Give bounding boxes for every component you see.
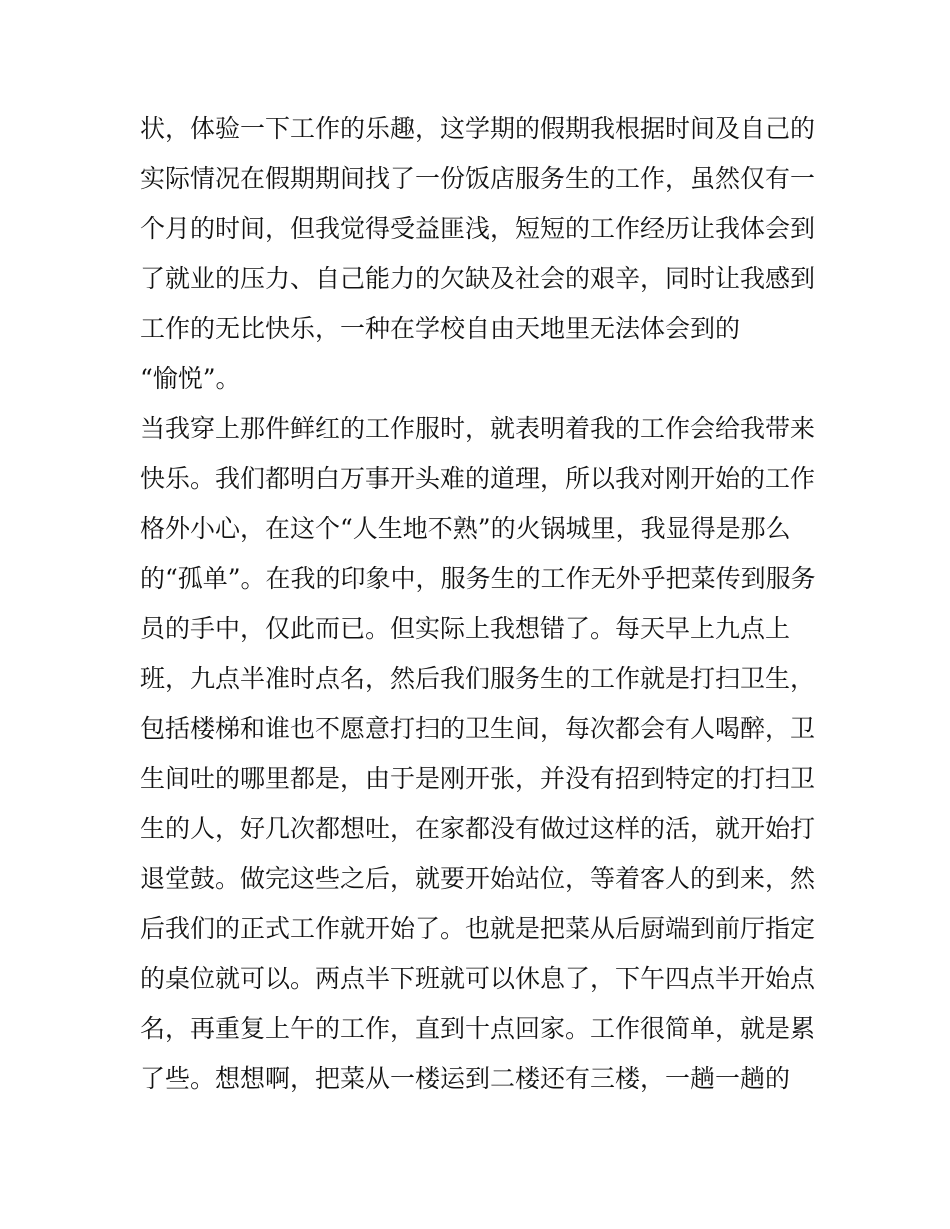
text-line-10: 的“孤单”。在我的印象中，服务生的工作无外乎把菜传到服务	[140, 564, 816, 593]
text-line-9: 格外小心，在这个“人生地不熟”的火锅城里，我显得是那么	[140, 514, 791, 543]
body-text	[140, 104, 820, 1104]
text-line-11: 员的手中，仅此而已。但实际上我想错了。每天早上九点上	[140, 614, 791, 643]
text-line-20: 了些。想想啊，把菜从一楼运到二楼还有三楼，一趟一趟的	[140, 1064, 791, 1093]
text-line-19: 名，再重复上午的工作，直到十点回家。工作很简单，就是累	[140, 1014, 816, 1043]
text-line-16: 退堂鼓。做完这些之后，就要开始站位，等着客人的到来，然	[140, 864, 816, 893]
text-line-18: 的桌位就可以。两点半下班就可以休息了，下午四点半开始点	[140, 964, 816, 993]
text-line-7: 当我穿上那件鲜红的工作服时，就表明着我的工作会给我带来	[140, 414, 816, 443]
text-line-8: 快乐。我们都明白万事开头难的道理，所以我对刚开始的工作	[140, 464, 816, 493]
text-line-12: 班，九点半准时点名，然后我们服务生的工作就是打扫卫生，	[140, 664, 816, 693]
text-line-13: 包括楼梯和谁也不愿意打扫的卫生间，每次都会有人喝醉，卫	[140, 714, 816, 743]
text-line-15: 生的人，好几次都想吐，在家都没有做过这样的活，就开始打	[140, 814, 816, 843]
text-line-2: 实际情况在假期期间找了一份饭店服务生的工作，虽然仅有一	[140, 164, 816, 193]
text-line-14: 生间吐的哪里都是，由于是刚开张，并没有招到特定的打扫卫	[140, 764, 816, 793]
text-line-3: 个月的时间，但我觉得受益匪浅，短短的工作经历让我体会到	[140, 214, 816, 243]
text-line-17: 后我们的正式工作就开始了。也就是把菜从后厨端到前厅指定	[140, 914, 816, 943]
text-line-5: 工作的无比快乐，一种在学校自由天地里无法体会到的	[140, 314, 741, 343]
text-line-6: “愉悦”。	[140, 364, 241, 393]
text-line-4: 了就业的压力、自己能力的欠缺及社会的艰辛，同时让我感到	[140, 264, 816, 293]
text-line-1: 状，体验一下工作的乐趣，这学期的假期我根据时间及自己的	[140, 114, 816, 143]
